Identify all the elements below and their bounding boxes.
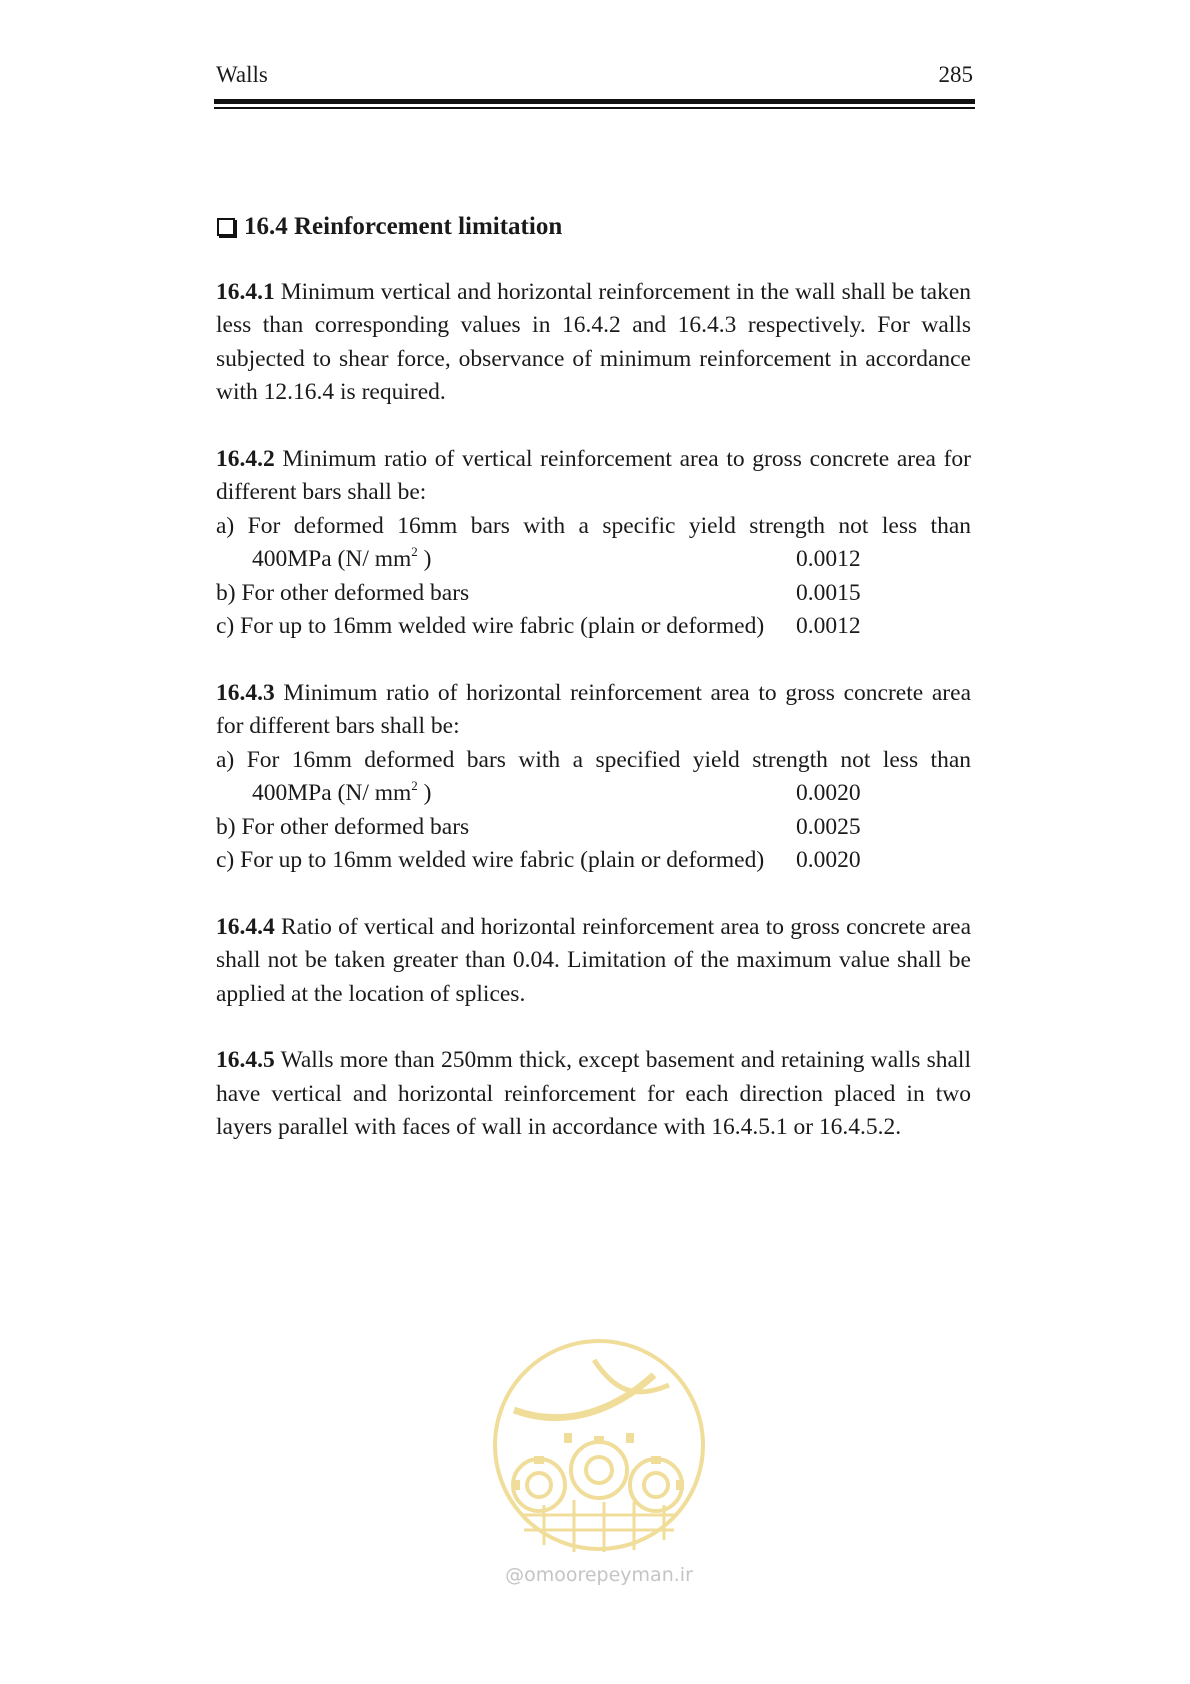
clause-16-4-3 [216,677,971,744]
list-item-a-unit: 400MPa (N/ $mm^2$ ) [252,544,432,572]
list-item-c-value: 0.0020 [796,847,861,873]
clause-text: Walls more than 250mm thick, except basement and retaining walls shall have vertical and horizontal reinforcement for each direction placed in two layers parallel with faces of wall in accordance with 16.4.5.1 or 16.4.5.2. [216,1047,971,1140]
list-item-a [216,777,971,811]
header-rule-thin [214,107,975,109]
page-number: 285 [938,62,973,87]
list-item-a-text: a) For 16mm deformed bars with a specified yield strength not less than [216,746,971,773]
list-item-a-value: 0.0012 [796,546,861,572]
clause-number: 16.4.2 [216,445,275,472]
list-item-b-text: b) For other deformed bars [216,579,470,606]
list-item-a-unit: 400MPa (N/ $mm^2$ ) [252,778,432,806]
checkbox-bullet-icon [217,218,235,236]
list-item-a [216,543,971,577]
list-item-c-value: 0.0012 [796,613,861,639]
list-item-c [216,610,971,644]
clause-number: 16.4.1 [216,278,275,305]
clause-16-4-1 [216,276,971,410]
clause-number: 16.4.5 [216,1047,275,1073]
clause-16-4-5 [216,1044,971,1145]
list-item-a-value: 0.0020 [796,780,861,806]
list-item-b-text: b) For other deformed bars [216,813,470,840]
list-item-b [216,577,971,611]
clause-text: Minimum vertical and horizontal reinforcement in the wall shall be taken less than corresponding values in 16.4.2 and 16.4.3 respectively. For walls subjected to shear force, observance of minimum reinforcement in accordance with 12.16.4 is required. [216,278,971,405]
running-header [216,62,973,88]
list-item-c [216,844,971,878]
seal-icon [484,1330,714,1560]
watermark-text: @omoorepeyman.ir [505,1564,693,1586]
clause-text: Ratio of vertical and horizontal reinforcement area to gross concrete area shall not be taken greater than 0.04. Limitation of the maximum value shall be applied at the location of splices. [216,913,971,1007]
clause-16-4-2 [216,443,971,510]
watermark-logo [484,1330,714,1600]
clause-text: Minimum ratio of vertical reinforcement area to gross concrete area for different bars shall be: [216,445,971,505]
chapter-title: Walls [216,62,268,87]
body-content [216,210,971,1178]
clause-16-4-4 [216,911,971,1012]
clause-number: 16.4.4 [216,913,275,940]
clause-number: 16.4.3 [216,679,275,706]
list-item-b [216,811,971,845]
list-item-a-text: a) For deformed 16mm bars with a specific yield strength not less than [216,512,971,539]
list-item-b-value: 0.0025 [796,813,861,840]
header-rule-thick [214,99,975,104]
list-item-c-text: c) For up to 16mm welded wire fabric (plain or deformed) [216,847,765,873]
list-item-b-value: 0.0015 [796,579,861,606]
section-title: 16.4 Reinforcement limitation [244,213,563,240]
clause-16-4-2-list [216,510,971,644]
list-item-c-text: c) For up to 16mm welded wire fabric (plain or deformed) [216,613,765,639]
clause-16-4-3-list [216,744,971,878]
section-heading [216,210,971,244]
clause-text: Minimum ratio of horizontal reinforcement area to gross concrete area for different bars shall be: [216,679,971,739]
